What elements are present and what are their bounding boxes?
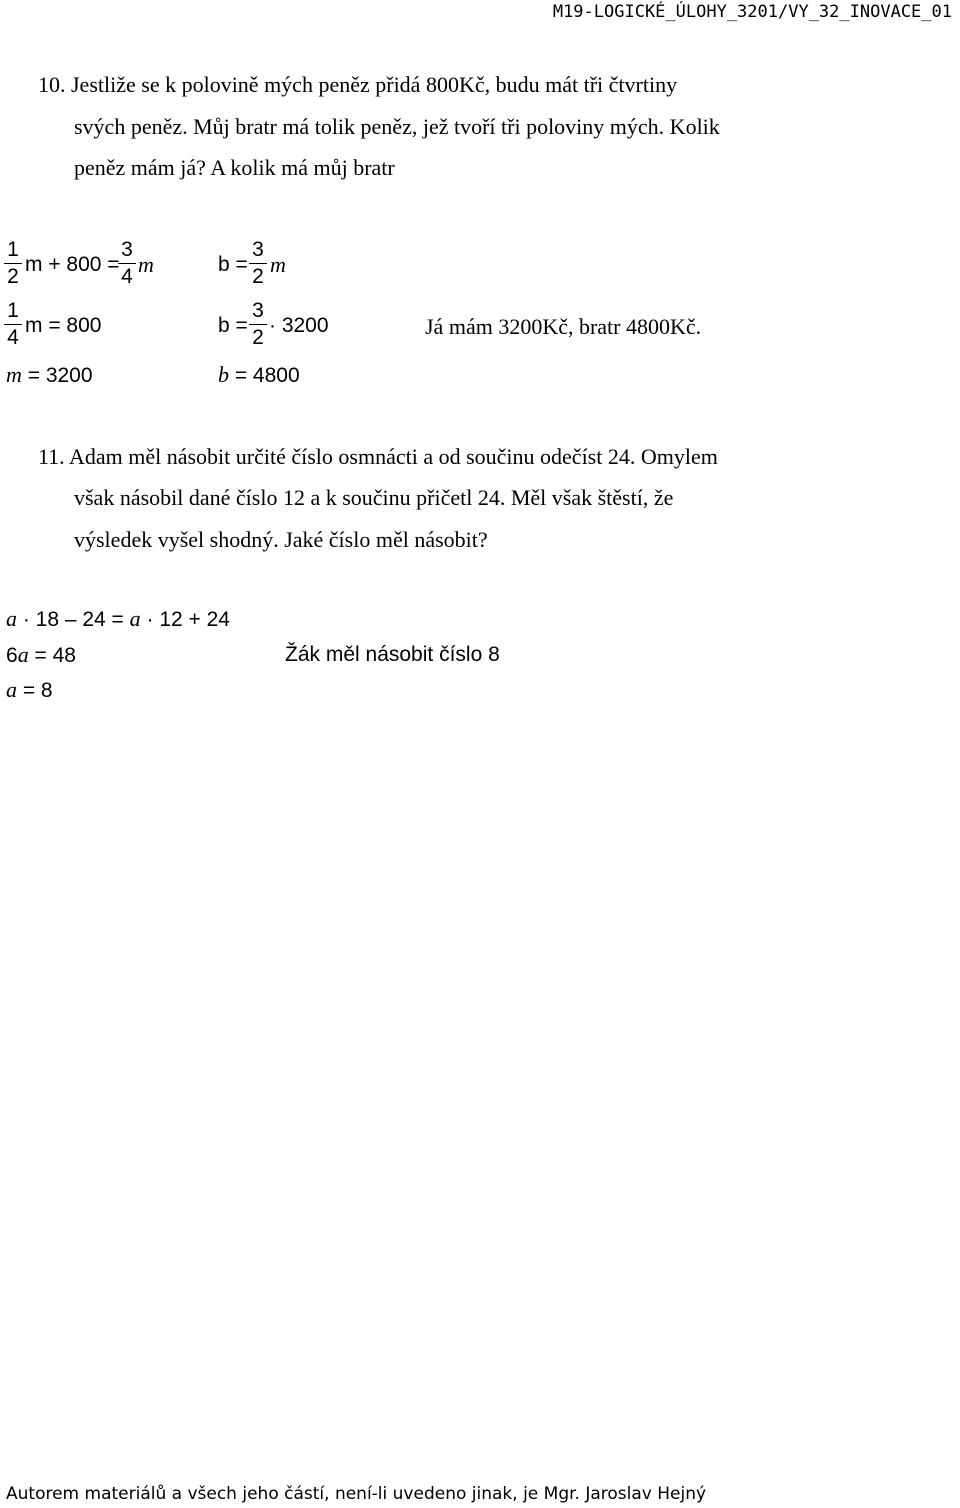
- task11-eq1: [6, 608, 230, 630]
- variable-a: a: [6, 677, 17, 702]
- task10-beq2-tail: · 3200: [269, 314, 329, 337]
- task11-text-line2: však násobil dané číslo 12 a k součinu přičetl 24. Měl však štěstí, že: [74, 485, 674, 510]
- fraction-bar: [118, 263, 136, 264]
- fraction-bar: [4, 324, 22, 325]
- task11-text-line3: výsledek vyšel shodný. Jaké číslo měl násobit?: [74, 527, 488, 552]
- task10-text-line3: peněz mám já? A kolik má můj bratr: [74, 155, 395, 180]
- fraction-bar: [249, 263, 267, 264]
- fraction-numerator: 3: [252, 299, 264, 322]
- task11-eq1-part1: · 18 – 24 =: [17, 608, 130, 631]
- task10-eq1-middle: m + 800 =: [25, 253, 120, 276]
- task11-eq3: [6, 679, 53, 701]
- fraction-numerator: 3: [121, 238, 133, 261]
- fraction-denominator: 4: [121, 265, 133, 288]
- footer-author-note: Autorem materiálů a všech jeho částí, není-li uvedeno jinak, je Mgr. Jaroslav Hejný: [6, 1484, 707, 1504]
- fraction-bar: [4, 263, 22, 264]
- variable-a: a: [6, 606, 17, 631]
- task10-beq2-fraction-three-halves: [249, 300, 267, 348]
- task11-eq2: [6, 644, 76, 666]
- task10-beq1-tail: [270, 254, 286, 276]
- fraction-denominator: 2: [252, 326, 264, 349]
- task10-beq2-lhs: b =: [218, 314, 248, 337]
- variable-m: m: [270, 252, 286, 277]
- variable-a: a: [17, 642, 29, 667]
- task11-eq2-coef: 6: [6, 644, 18, 667]
- task10-beq3-rhs: = 4800: [229, 364, 300, 387]
- task10-eq1-tail: [138, 254, 154, 276]
- fraction-denominator: 2: [252, 265, 264, 288]
- variable-m: m: [138, 252, 154, 277]
- task10-beq1-lhs: b =: [218, 253, 248, 276]
- task10-eq3: [6, 364, 93, 386]
- task10-eq2-fraction-quarter: [4, 300, 22, 348]
- task11-answer: Žák měl násobit číslo 8: [285, 643, 500, 666]
- fraction-bar: [249, 324, 267, 325]
- task11-eq3-rhs: = 8: [17, 679, 53, 702]
- fraction-denominator: 4: [7, 326, 19, 349]
- task10-beq3: [218, 364, 300, 386]
- task11-eq1-part2: · 12 + 24: [140, 608, 230, 631]
- variable-m: m: [6, 362, 22, 387]
- task11-eq2-rhs: = 48: [28, 644, 76, 667]
- fraction-denominator: 2: [7, 265, 19, 288]
- task10-eq3-rhs: = 3200: [21, 364, 93, 387]
- task10-text-line1: 10. Jestliže se k polovině mých peněz přidá 800Kč, budu mát tři čtvrtiny: [38, 72, 678, 97]
- task10-text-line2: svých peněz. Můj bratr má tolik peněz, jež tvoří tři poloviny mých. Kolik: [74, 114, 720, 139]
- fraction-numerator: 1: [7, 238, 19, 261]
- task10-answer: Já mám 3200Kč, bratr 4800Kč.: [425, 314, 702, 339]
- variable-b: b: [218, 362, 229, 387]
- fraction-numerator: 3: [252, 238, 264, 261]
- task10-eq2-rhs: m = 800: [25, 314, 102, 337]
- task10-eq1-fraction-half: [4, 239, 22, 287]
- document-code-header: M19-LOGICKÉ_ÚLOHY_3201/VY_32_INOVACE_01: [552, 2, 952, 22]
- fraction-numerator: 1: [7, 299, 19, 322]
- variable-a: a: [129, 606, 141, 631]
- task11-text-line1: 11. Adam měl násobit určité číslo osmnácti a od součinu odečíst 24. Omylem: [38, 444, 718, 469]
- task10-beq1-fraction-three-halves: [249, 239, 267, 287]
- task10-eq1-fraction-three-quarters: [118, 239, 136, 287]
